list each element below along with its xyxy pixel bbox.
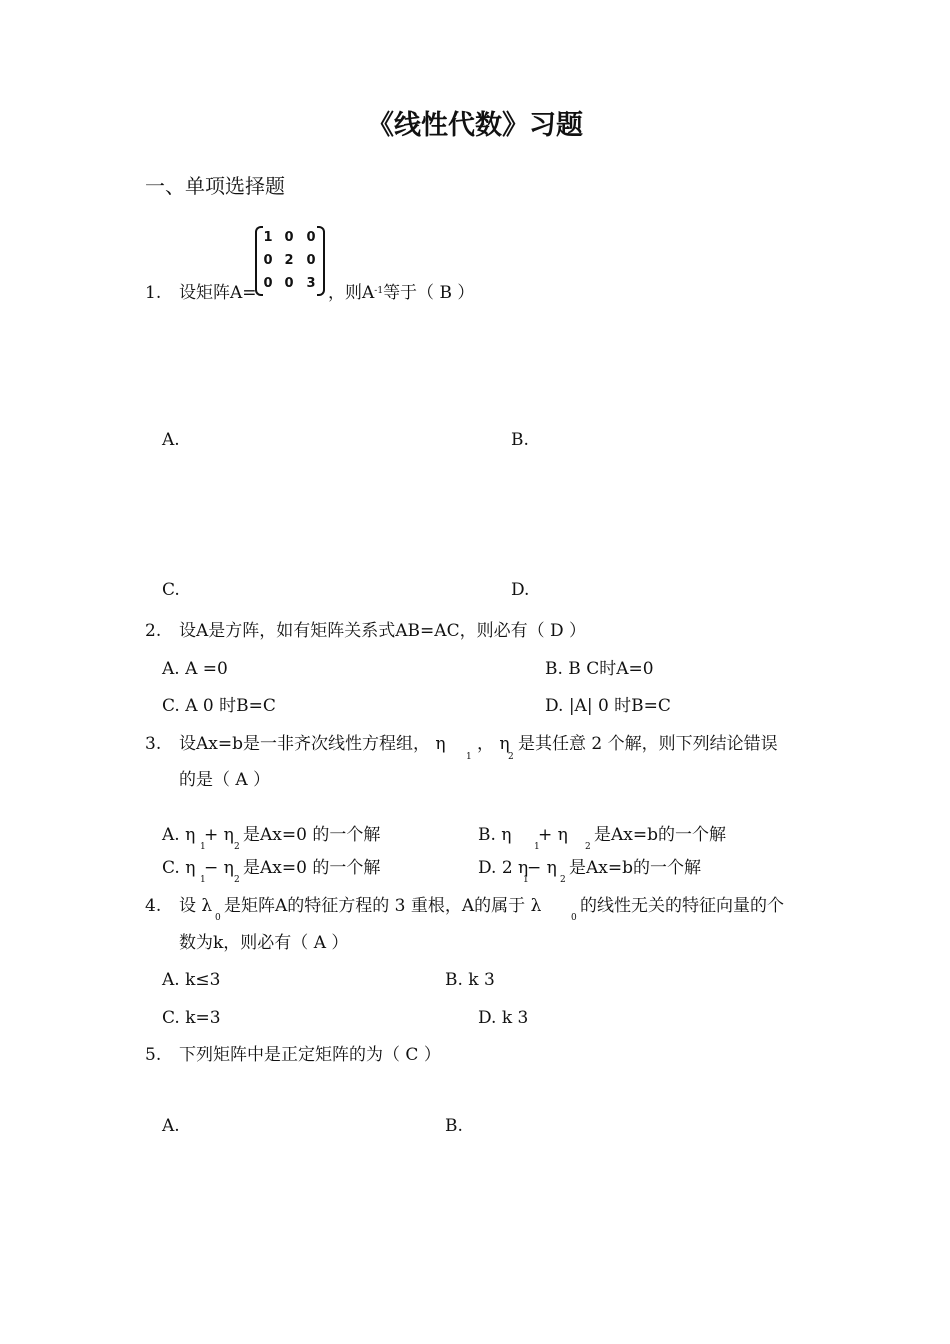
subscript: 0 bbox=[215, 913, 221, 923]
q4-line2: 数为k，则必有（ A ） bbox=[179, 933, 349, 953]
q4-number: 4. bbox=[145, 896, 162, 916]
q2-option-c: C. A 0 时B=C bbox=[162, 696, 276, 716]
q1-option-a: A. bbox=[162, 430, 180, 450]
matrix-cell: 0 bbox=[284, 276, 294, 291]
matrix-right-bracket bbox=[317, 226, 325, 296]
subscript: 0 bbox=[571, 913, 577, 923]
subscript: 1 bbox=[534, 842, 540, 852]
matrix-cell: 1 bbox=[263, 230, 273, 245]
matrix-cell: 0 bbox=[263, 253, 273, 268]
q2-option-b: B. B C时A=0 bbox=[545, 659, 654, 679]
q3-line2: 的是（ A ） bbox=[179, 770, 271, 790]
q3-option-a-b: + η bbox=[204, 825, 234, 845]
q3-option-d-a: D. 2 η bbox=[478, 858, 529, 878]
matrix-cell: 0 bbox=[306, 230, 316, 245]
q2-option-a: A. A =0 bbox=[162, 659, 228, 679]
subscript: 2 bbox=[508, 752, 514, 762]
inverse-superscript: -1 bbox=[374, 286, 384, 296]
q1-text-post-a: ，则A bbox=[328, 283, 375, 303]
q2-text: 设A是方阵，如有矩阵关系式AB=AC，则必有（ D ） bbox=[179, 621, 587, 641]
q1-text-post bbox=[328, 283, 474, 306]
q2-number: 2. bbox=[145, 621, 162, 641]
q3-option-b-a: B. η bbox=[478, 825, 512, 845]
q3-option-d-c: 是Ax=b的一个解 bbox=[569, 858, 701, 878]
subscript: 2 bbox=[585, 842, 591, 852]
q4-option-b: B. k 3 bbox=[445, 970, 495, 990]
matrix-cell: 3 bbox=[306, 276, 316, 291]
q5-option-b: B. bbox=[445, 1116, 463, 1136]
matrix-cell: 2 bbox=[284, 253, 294, 268]
subscript: 2 bbox=[234, 875, 240, 885]
q3-line1-b: ， η bbox=[477, 734, 510, 754]
q5-number: 5. bbox=[145, 1045, 162, 1065]
q3-line1-c: 是其任意 2 个解，则下列结论错误 bbox=[518, 734, 778, 754]
q4-line1-b: 是矩阵A的特征方程的 3 重根，A的属于 λ bbox=[224, 896, 542, 916]
q1-text-pre: 设矩阵A= bbox=[179, 283, 257, 303]
q3-option-c-c: 是Ax=0 的一个解 bbox=[243, 858, 381, 878]
q4-line1-a: 设 λ bbox=[179, 896, 213, 916]
subscript: 1 bbox=[466, 752, 472, 762]
q1-option-c: C. bbox=[162, 580, 180, 600]
matrix-cell: 0 bbox=[306, 253, 316, 268]
matrix-cell: 0 bbox=[263, 276, 273, 291]
subscript: 2 bbox=[560, 875, 566, 885]
subscript: 1 bbox=[200, 875, 206, 885]
q3-number: 3. bbox=[145, 734, 162, 754]
q3-line1-a: 设Ax=b是一非齐次线性方程组， η bbox=[179, 734, 446, 754]
subscript: 1 bbox=[523, 875, 529, 885]
q3-option-a-a: A. η bbox=[162, 825, 196, 845]
q1-number: 1. bbox=[145, 283, 162, 303]
q3-option-c-b: − η bbox=[204, 858, 234, 878]
q3-option-d-b: − η bbox=[527, 858, 557, 878]
q1-matrix bbox=[255, 226, 325, 294]
q3-option-a-c: 是Ax=0 的一个解 bbox=[243, 825, 381, 845]
q2-option-d: D. |A| 0 时B=C bbox=[545, 696, 671, 716]
page-title: 《线性代数》习题 bbox=[367, 110, 583, 141]
matrix-cell: 0 bbox=[284, 230, 294, 245]
subscript: 2 bbox=[234, 842, 240, 852]
q4-line1-c: 的线性无关的特征向量的个 bbox=[580, 896, 784, 916]
q3-option-b-c: 是Ax=b的一个解 bbox=[594, 825, 726, 845]
q4-option-d: D. k 3 bbox=[478, 1008, 529, 1028]
q4-option-a: A. k≤3 bbox=[162, 970, 221, 990]
q1-option-d: D. bbox=[511, 580, 530, 600]
subscript: 1 bbox=[200, 842, 206, 852]
q3-option-c-a: C. η bbox=[162, 858, 196, 878]
q1-text-post-b: 等于（ B ） bbox=[383, 283, 475, 303]
q1-option-b: B. bbox=[511, 430, 529, 450]
q4-option-c: C. k=3 bbox=[162, 1008, 221, 1028]
q3-option-b-b: + η bbox=[538, 825, 568, 845]
q5-text: 下列矩阵中是正定矩阵的为（ C ） bbox=[179, 1045, 441, 1065]
section-heading: 一、单项选择题 bbox=[145, 174, 285, 198]
q5-option-a: A. bbox=[162, 1116, 180, 1136]
